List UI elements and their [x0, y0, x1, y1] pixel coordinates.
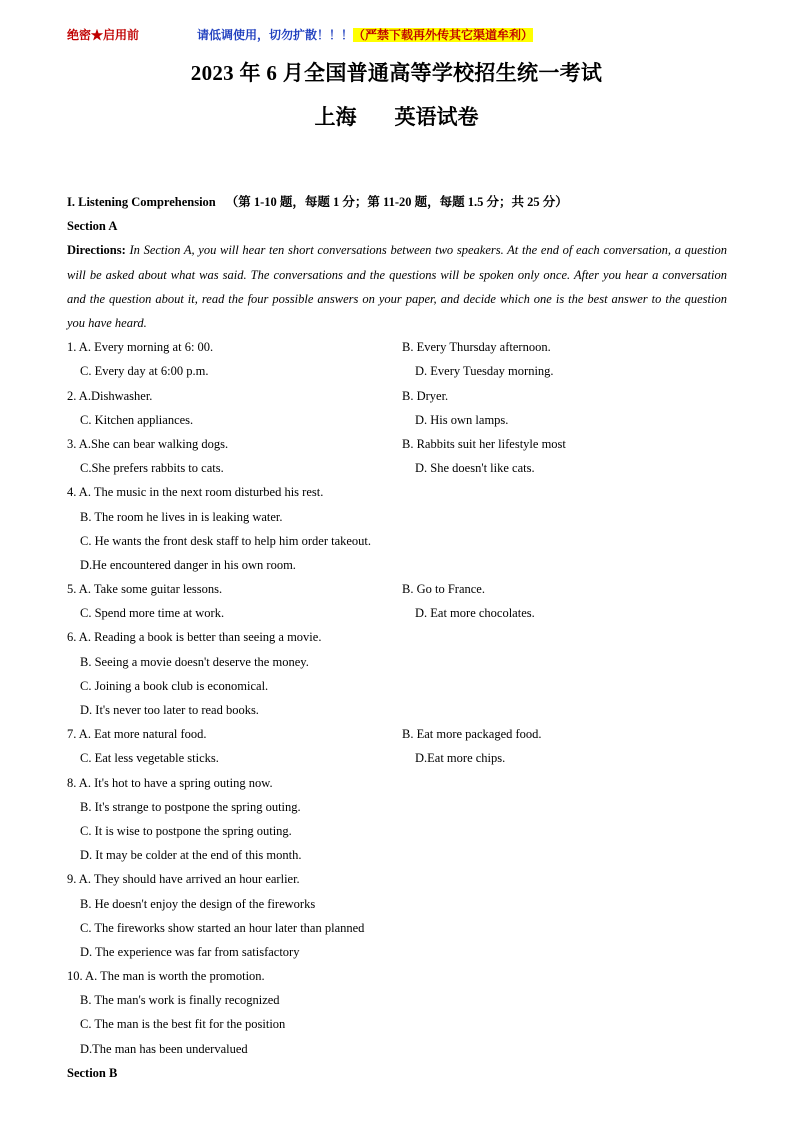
option-b: B. The man's work is finally recognized: [80, 993, 280, 1008]
option-d: D.Eat more chips.: [415, 751, 506, 766]
question-3-row-2: [67, 456, 727, 480]
exam-title: 2023 年 6 月全国普通高等学校招生统一考试: [190, 61, 603, 85]
option-a: 4. A. The music in the next room disturbed his rest.: [67, 485, 324, 500]
option-d: D. It's never too later to read books.: [80, 703, 259, 718]
question-4-option-c: [67, 529, 727, 553]
question-9-option-b: [67, 892, 727, 916]
question-7: [67, 722, 727, 746]
option-a: 6. A. Reading a book is better than seeing a movie.: [67, 630, 322, 645]
region-label: 上海: [314, 105, 357, 129]
question-3: [67, 432, 727, 456]
option-b: B. Every Thursday afternoon.: [402, 340, 551, 355]
option-c: C. Kitchen appliances.: [80, 412, 194, 427]
part-scoring: （第 1-10 题，每题 1 分；第 11-20 题，每题 1.5 分；共 25 分）: [225, 195, 568, 209]
option-c: C. The man is the best fit for the position: [80, 1017, 286, 1032]
redistribution-warning: （严禁下载再外传其它渠道牟利）: [353, 28, 534, 42]
option-b: B. Eat more packaged food.: [402, 727, 542, 742]
option-b: B. Go to France.: [402, 582, 485, 597]
question-10-option-c: [67, 1012, 727, 1036]
exam-content: [67, 190, 727, 1085]
option-c: C. Every day at 6:00 p.m.: [80, 364, 209, 379]
question-10-option-b: [67, 988, 727, 1012]
option-c: C. Spend more time at work.: [80, 606, 225, 621]
option-a: 5. A. Take some guitar lessons.: [67, 582, 223, 597]
option-d: D. His own lamps.: [415, 412, 509, 427]
option-c: C. It is wise to postpone the spring outing.: [80, 823, 292, 838]
option-d: D. She doesn't like cats.: [415, 461, 535, 476]
option-a: 2. A.Dishwasher.: [67, 388, 153, 403]
question-1-row-2: [67, 359, 727, 383]
option-a: 9. A. They should have arrived an hour earlier.: [67, 872, 300, 887]
question-6-option-c: [67, 674, 727, 698]
option-d: D. Every Tuesday morning.: [415, 364, 554, 379]
part-heading: [67, 190, 727, 214]
question-8-option-b: [67, 795, 727, 819]
question-10: [67, 964, 727, 988]
option-a: 7. A. Eat more natural food.: [67, 727, 207, 742]
question-8: [67, 771, 727, 795]
question-8-option-d: [67, 843, 727, 867]
option-a: 3. A.She can bear walking dogs.: [67, 436, 229, 451]
question-5-row-2: [67, 601, 727, 625]
option-b: B. The room he lives in is leaking water.: [80, 509, 283, 524]
question-2: [67, 384, 727, 408]
question-6: [67, 625, 727, 649]
option-b: B. Dryer.: [402, 388, 449, 403]
option-b: B. It's strange to postpone the spring outing.: [80, 799, 301, 814]
exam-subtitle: [0, 101, 793, 131]
question-4: [67, 480, 727, 504]
question-5: [67, 577, 727, 601]
option-d: D.He encountered danger in his own room.: [80, 557, 296, 572]
question-6-option-d: [67, 698, 727, 722]
question-8-option-c: [67, 819, 727, 843]
option-a: 8. A. It's hot to have a spring outing now.: [67, 775, 273, 790]
question-2-row-2: [67, 408, 727, 432]
question-9: [67, 867, 727, 891]
option-c: C. Joining a book club is economical.: [80, 678, 269, 693]
secret-label: 绝密★启用前: [67, 28, 140, 42]
header-bar: [67, 26, 727, 44]
directions-text: In Section A, you will hear ten short conversations between two speakers. At the end of each conversation, a question will be asked about what was said. The conversations and the questions will be spoken only once. After you hear a conversation and the question about it, read the four possible answers on your paper, and decide which one is the best answer to the question you have heard.: [67, 243, 727, 331]
question-9-option-d: [67, 940, 727, 964]
question-1: [67, 335, 727, 359]
option-c: C. Eat less vegetable sticks.: [80, 751, 219, 766]
option-a: 10. A. The man is worth the promotion.: [67, 969, 265, 984]
option-b: B. Seeing a movie doesn't deserve the money.: [80, 654, 309, 669]
directions: [67, 238, 727, 335]
question-6-option-b: [67, 650, 727, 674]
subject-label: 英语试卷: [394, 105, 479, 129]
directions-label: Directions:: [67, 243, 126, 258]
section-a-label: Section A: [67, 219, 118, 234]
option-d: D. The experience was far from satisfactory: [80, 944, 300, 959]
option-c: C.She prefers rabbits to cats.: [80, 461, 224, 476]
question-10-option-d: [67, 1037, 727, 1061]
option-c: C. The fireworks show started an hour later than planned: [80, 920, 365, 935]
question-9-option-c: [67, 916, 727, 940]
option-d: D. Eat more chocolates.: [415, 606, 535, 621]
option-d: D. It may be colder at the end of this month.: [80, 848, 302, 863]
option-c: C. He wants the front desk staff to help him order takeout.: [80, 533, 372, 548]
option-d: D.The man has been undervalued: [80, 1041, 248, 1056]
question-4-option-d: [67, 553, 727, 577]
section-b-label: Section B: [67, 1065, 118, 1080]
part-title: I. Listening Comprehension: [67, 195, 216, 209]
question-4-option-b: [67, 505, 727, 529]
question-7-row-2: [67, 746, 727, 770]
usage-notice: 请低调使用，切勿扩散！！！: [197, 28, 354, 42]
option-a: 1. A. Every morning at 6: 00.: [67, 340, 214, 355]
option-b: B. Rabbits suit her lifestyle most: [402, 436, 566, 451]
option-b: B. He doesn't enjoy the design of the fireworks: [80, 896, 316, 911]
